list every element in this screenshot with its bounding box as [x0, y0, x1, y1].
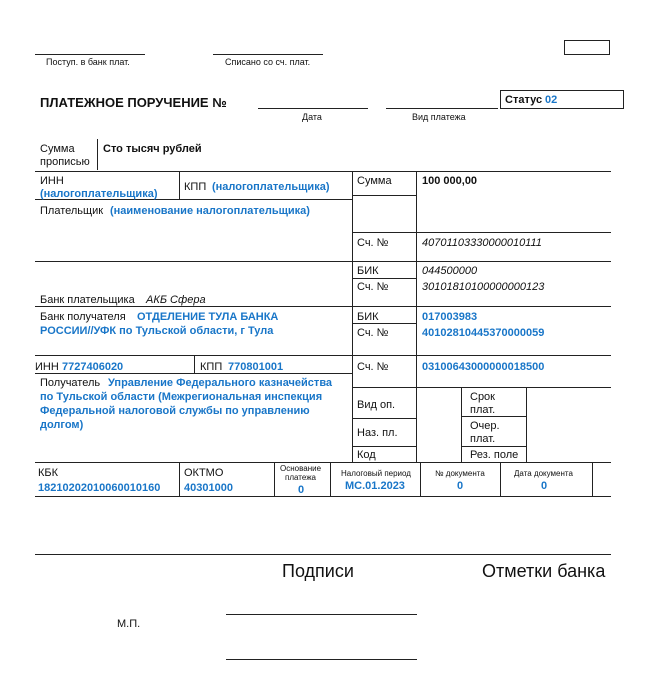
- recipient-account-label: Сч. №: [357, 361, 389, 373]
- basis-value: 0: [298, 484, 305, 496]
- tax-divider-2: [274, 462, 275, 496]
- signature-line-2: [226, 659, 417, 660]
- recipient-value-2: по Тульской области (Межрегиональная инспекция: [40, 391, 323, 403]
- reserve-label: Рез. поле: [470, 449, 519, 461]
- term-label-1: Срок: [470, 391, 495, 403]
- kbk-value: 18210202010060010160: [38, 482, 161, 494]
- bank-marks-label: Отметки банка: [482, 561, 606, 581]
- bik-bottom: [352, 278, 416, 279]
- doc-no-label: № документа: [435, 469, 485, 478]
- purpose-code-label: Наз. пл.: [357, 427, 398, 439]
- debited-label: Списано со сч. плат.: [225, 57, 311, 67]
- payer-account-label: Сч. №: [357, 237, 389, 249]
- tax-row-top: [35, 462, 611, 463]
- inn-kpp-divider: [179, 171, 180, 199]
- tax-divider-6: [592, 462, 593, 496]
- status-value: 02: [545, 94, 558, 106]
- term-col-divider-2: [526, 387, 527, 462]
- recipient-value-1: Управление Федерального казначейства: [108, 377, 333, 389]
- received-label: Поступ. в банк плат.: [46, 57, 130, 67]
- payer-kpp-label: КПП: [184, 181, 207, 193]
- term-label-2: плат.: [470, 404, 496, 416]
- recipient-account-value: 03100643000000018500: [422, 361, 545, 373]
- recipient-corr-value: 40102810445370000059: [422, 327, 545, 339]
- grid-top-line: [35, 171, 611, 172]
- payer-account-top: [352, 232, 611, 233]
- basis-label-2: платежа: [285, 473, 317, 482]
- recipient-bik-label: БИК: [357, 311, 379, 323]
- grid-col-divider-2: [416, 171, 417, 462]
- payer-name-placeholder: (наименование налогоплательщика): [110, 205, 310, 217]
- recipient-kpp-value: 770801001: [228, 361, 284, 373]
- payment-type-line: [386, 108, 498, 109]
- stamp-label: М.П.: [117, 618, 141, 630]
- recipient-inn-label: ИНН: [35, 361, 59, 373]
- form-code-box: [564, 40, 610, 55]
- payment-type-label: Вид платежа: [412, 112, 466, 122]
- received-line: [35, 54, 145, 55]
- sum-value: 100 000,00: [422, 175, 478, 187]
- sum-label: Сумма: [357, 175, 392, 187]
- doc-date-value: 0: [541, 480, 548, 492]
- payer-corr-value: 30101810100000000123: [422, 281, 545, 293]
- code-label: Код: [357, 449, 376, 461]
- order-row-bottom: [461, 446, 526, 447]
- doc-date-label: Дата документа: [514, 469, 573, 478]
- recipient-label: Получатель: [40, 377, 101, 389]
- payer-account-value: 40701103330000010111: [422, 237, 542, 249]
- recipient-value-4: долгом): [40, 419, 84, 431]
- period-label: Налоговый период: [341, 469, 411, 478]
- op-row-bottom: [352, 418, 416, 419]
- recipient-bank-label: Банк получателя: [40, 311, 126, 323]
- recipient-inn-value: 7727406020: [62, 361, 124, 373]
- purpose-row-bottom: [352, 446, 416, 447]
- tax-row-bottom: [35, 496, 611, 497]
- footer-divider: [35, 554, 611, 555]
- page-title: ПЛАТЕЖНОЕ ПОРУЧЕНИЕ №: [40, 95, 227, 110]
- oktmo-label: ОКТМО: [184, 467, 224, 479]
- payer-inn-label: ИНН: [40, 175, 64, 187]
- sum-row-bottom-left: [352, 195, 416, 196]
- term-col-divider-1: [461, 387, 462, 462]
- tax-divider-4: [420, 462, 421, 496]
- recipient-bank-value-2: РОССИИ//УФК по Тульской области, г Тула: [40, 325, 274, 337]
- payer-label: Плательщик: [40, 205, 104, 217]
- rec-inn-kpp-divider: [194, 355, 195, 373]
- payer-bank-label: Банк плательщика: [40, 294, 135, 306]
- signatures-label: Подписи: [282, 561, 354, 581]
- payer-inn-placeholder: (налогоплательщика): [40, 188, 158, 200]
- kbk-label: КБК: [38, 467, 59, 479]
- rec-account-bottom: [352, 387, 611, 388]
- payer-bank-value: АКБ Сфера: [146, 294, 206, 306]
- signature-line-1: [226, 614, 417, 615]
- amount-words-label-2: прописью: [40, 156, 90, 168]
- number-line: [258, 108, 368, 109]
- status-label: Статус: [505, 94, 543, 106]
- basis-label-1: Основание: [280, 464, 322, 473]
- oktmo-value: 40301000: [184, 482, 233, 494]
- order-label-1: Очер.: [470, 420, 500, 432]
- payer-bik-label: БИК: [357, 265, 379, 277]
- recipient-value-3: Федеральной налоговой службы по управлению: [40, 405, 310, 417]
- payer-kpp-placeholder: (налогоплательщика): [212, 181, 330, 193]
- amount-words-divider: [97, 139, 98, 170]
- tax-divider-3: [330, 462, 331, 496]
- order-label-2: плат.: [470, 433, 496, 445]
- tax-divider-1: [179, 462, 180, 496]
- recipient-bik-value: 017003983: [422, 311, 478, 323]
- period-value: МС.01.2023: [345, 480, 405, 492]
- op-type-label: Вид оп.: [357, 399, 396, 411]
- recipient-bank-value-1: ОТДЕЛЕНИЕ ТУЛА БАНКА: [137, 311, 279, 323]
- date-label: Дата: [302, 112, 322, 122]
- payer-bik-value: 044500000: [422, 265, 478, 277]
- tax-divider-5: [500, 462, 501, 496]
- amount-words-value: Сто тысяч рублей: [103, 143, 202, 155]
- recipient-corr-label: Сч. №: [357, 327, 389, 339]
- debited-line: [213, 54, 323, 55]
- rec-bank-bottom: [35, 355, 611, 356]
- payer-corr-label: Сч. №: [357, 281, 389, 293]
- doc-no-value: 0: [457, 480, 464, 492]
- amount-words-label-1: Сумма: [40, 143, 75, 155]
- recipient-kpp-label: КПП: [200, 361, 223, 373]
- payer-section-bottom: [35, 261, 611, 262]
